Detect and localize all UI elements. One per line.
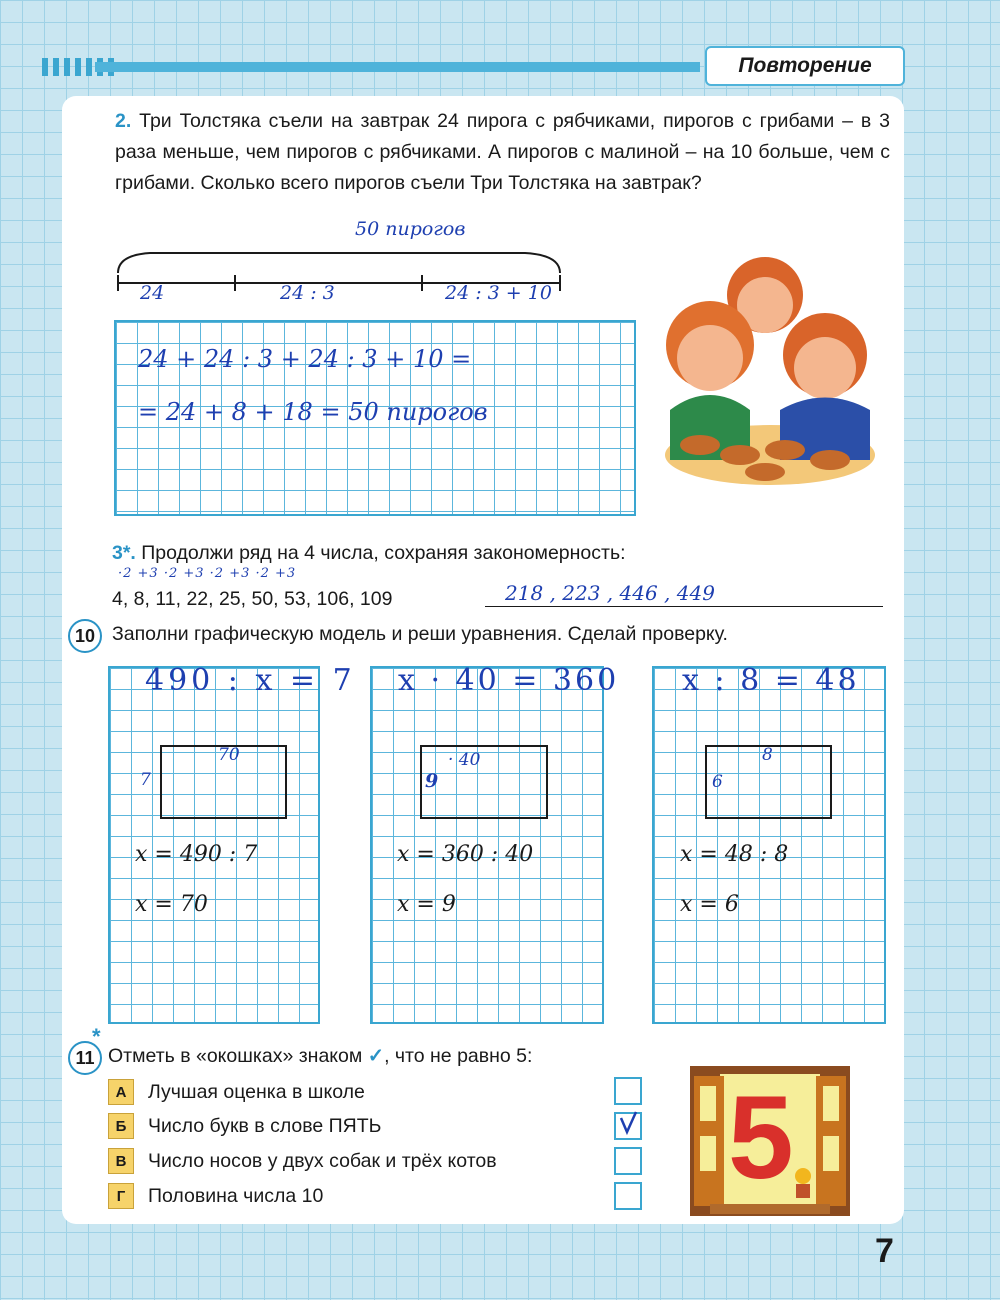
task2-text [115,106,890,199]
option-b-letter: Б [108,1113,134,1139]
diagram-segment-2: 24 : 3 [280,282,335,304]
task3-series: 4, 8, 11, 22, 25, 50, 53, 106, 109 [112,588,393,610]
task3-problem: Продолжи ряд на 4 числа, сохраняя закономерность: [141,542,626,564]
option-a [108,1077,365,1107]
model-3-top-label: 8 [762,745,773,765]
option-b-text: Число букв в слове ПЯТЬ [148,1114,382,1137]
task10-number: 10 [68,619,102,653]
eq-1-step-1: x = 490 : 7 [135,842,258,867]
task11-star: * [92,1024,101,1049]
checkbox-a[interactable] [614,1077,642,1105]
header-bar [95,62,700,72]
solution-line-2: = 24 + 8 + 18 = 50 пирогов [138,398,488,426]
task11-text [108,1041,532,1072]
checkbox-v[interactable] [614,1147,642,1175]
diagram-total-label: 50 пирогов [355,218,466,240]
option-g [108,1181,323,1211]
check-mark-icon: ✓ [367,1045,385,1067]
model-1-side-label: 7 [140,770,151,790]
option-a-text: Лучшая оценка в школе [148,1080,365,1103]
eq-2-step-2: x = 9 [397,892,456,917]
task10-text: Заполни графическую модель и реши уравнения. Сделай проверку. [112,623,728,645]
model-2-side-label: 9 [425,770,439,792]
option-v-letter: В [108,1148,134,1174]
page-number: 7 [875,1232,894,1270]
equation-1: 490 : x = 7 [145,663,356,698]
task3-answer-line [485,606,883,607]
option-g-letter: Г [108,1183,134,1209]
task11-text-before: Отметь в «окошках» знаком [108,1045,363,1067]
model-1-top-label: 70 [218,745,240,765]
eq-3-step-1: x = 48 : 8 [680,842,789,867]
equation-2: x · 40 = 360 [398,663,620,698]
checkbox-b[interactable] [614,1112,642,1140]
diagram-segment-3: 24 : 3 + 10 [445,282,552,304]
solution-line-1: 24 + 24 : 3 + 24 : 3 + 10 = [138,345,472,373]
option-a-letter: А [108,1079,134,1105]
eq-3-step-2: x = 6 [680,892,739,917]
eq-1-step-2: x = 70 [135,892,208,917]
diagram-segment-1: 24 [140,282,165,304]
equation-3: x : 8 = 48 [682,663,860,698]
option-g-text: Половина числа 10 [148,1184,324,1207]
model-3-side-label: 6 [712,772,723,792]
option-v [108,1146,497,1176]
option-v-text: Число носов у двух собак и трёх котов [148,1149,497,1172]
task3-text [112,538,626,569]
checkbox-g[interactable] [614,1182,642,1210]
section-title: Повторение [705,46,905,86]
task3-hints: ·2 +3 ·2 +3 ·2 +3 ·2 +3 [118,566,297,581]
checkmark-icon [616,1110,642,1136]
task2-problem: Три Толстяка съели на завтрак 24 пирога с рябчиками, пирогов с грибами – в 3 раза меньше, чем пирогов с рябчиками. А пирогов с малиной – на 10 больше, чем с грибами. Сколько всего пирогов съели Три Толстяка на завтрак? [115,110,890,194]
model-rect-2 [420,745,548,819]
task11-number: 11 [68,1041,102,1075]
task11-text-after: , что не равно 5: [384,1045,533,1067]
task3-answer: 218 , 223 , 446 , 449 [505,581,715,605]
option-b [108,1111,381,1141]
model-2-top-label: · 40 [448,750,481,770]
task3-number: 3*. [112,542,136,564]
three-fat-men-illustration [650,250,880,490]
task2-number: 2. [115,110,132,132]
window-digit: 5 [728,1072,794,1204]
eq-2-step-1: x = 360 : 40 [397,842,534,867]
